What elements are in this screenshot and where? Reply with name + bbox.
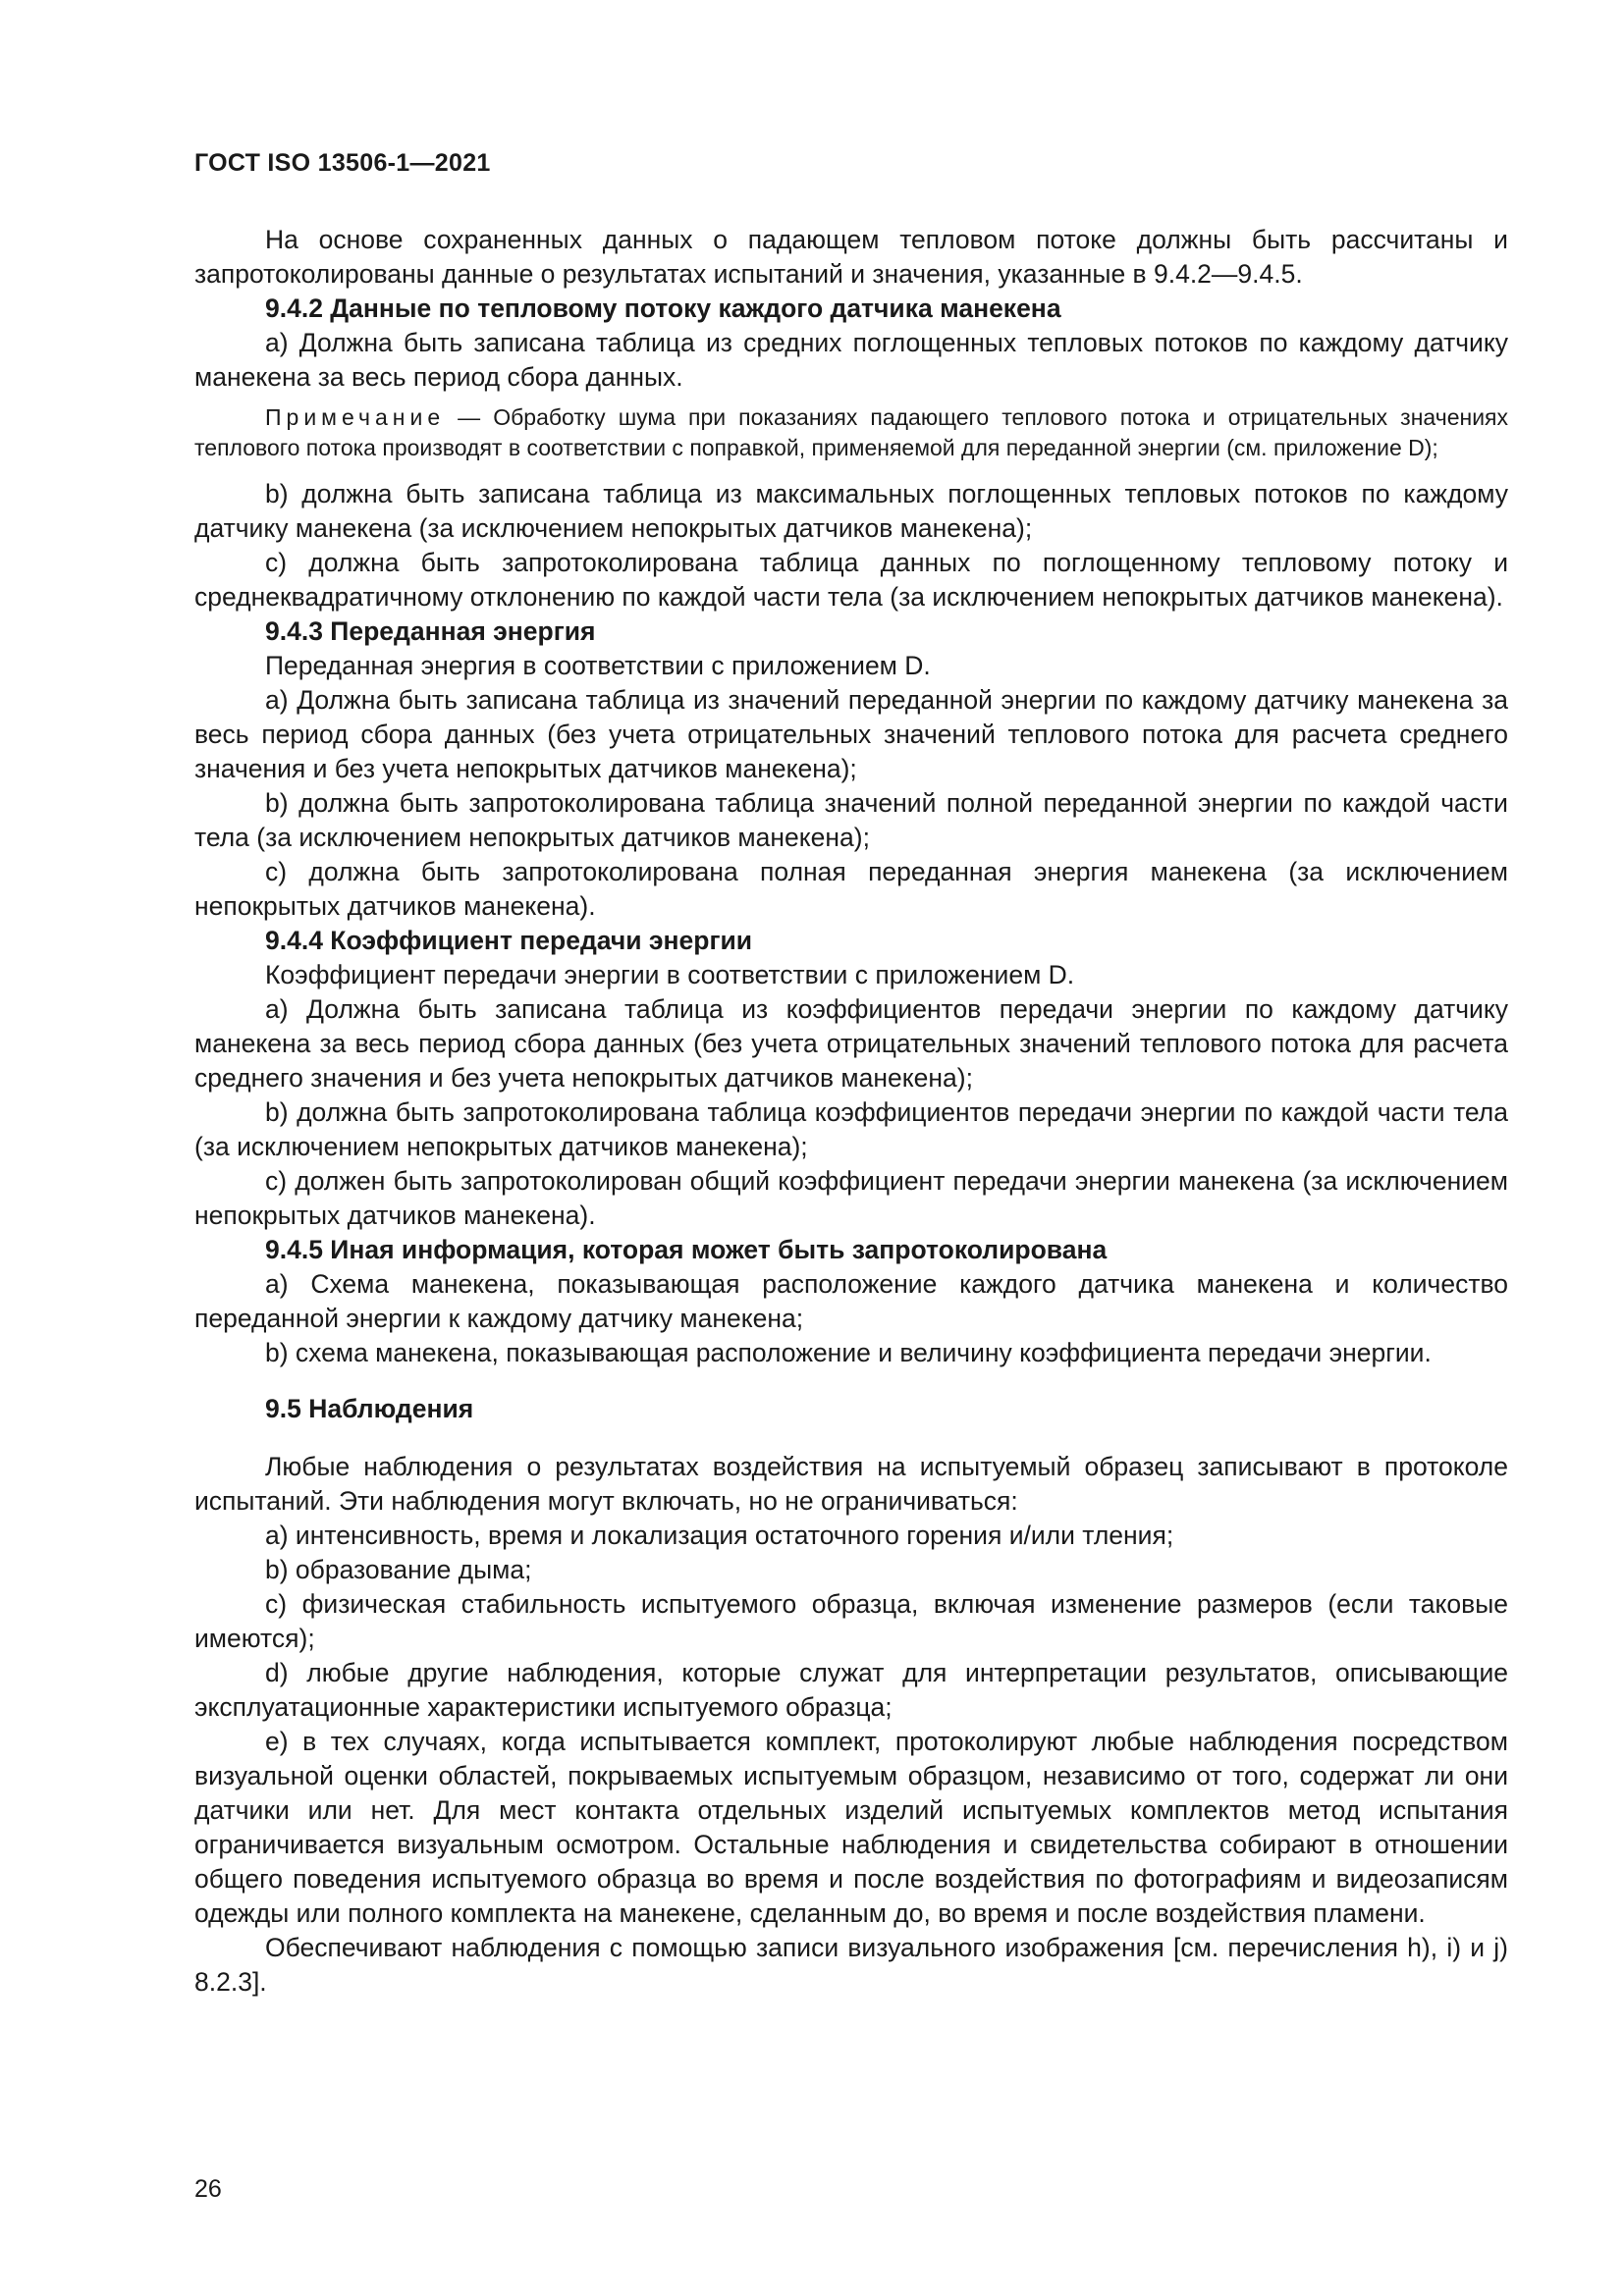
item-9-4-3-a: a) Должна быть записана таблица из значений переданной энергии по каждому датчику манекена за весь период сбора данных (без учета отрицательных значений теплового потока для расчета среднего значения и без учета непокрытых датчиков манекена); — [194, 685, 1508, 783]
item-9-4-5-a: a) Схема манекена, показывающая расположение каждого датчика манекена и количество переданной энергии к каждому датчику манекена; — [194, 1269, 1508, 1333]
item-9-5-e: e) в тех случаях, когда испытывается комплект, протоколируют любые наблюдения посредством визуальной оценки областей, покрываемых испытуемым образцом, независимо от того, содержат ли они датчики или нет. Для мест контакта отдельных изделий испытуемых комплектов метод испытания ограничивается визуальным осмотром. Остальные наблюдения и свидетельства собирают в отношении общего поведения испытуемого образца во время и после воздействия по фотографиям и видеозаписям одежды или полного комплекта на манекене, сделанным до, во время и после воздействия пламени. — [194, 1727, 1508, 1928]
paragraph-9-4-4-intro: Коэффициент передачи энергии в соответствии с приложением D. — [265, 960, 1075, 989]
item-9-4-2-c: c) должна быть запротоколирована таблица данных по поглощенному тепловому потоку и среднеквадратичному отклонению по каждой части тела (за исключением непокрытых датчиков манекена). — [194, 548, 1508, 612]
item-9-4-2-a: a) Должна быть записана таблица из средних поглощенных тепловых потоков по каждому датчику манекена за весь период сбора данных. — [194, 328, 1508, 392]
item-9-5-b: b) образование дыма; — [265, 1555, 532, 1584]
item-9-4-4-a: a) Должна быть записана таблица из коэффициентов передачи энергии по каждому датчику манекена за весь период сбора данных (без учета отрицательных значений теплового потока для расчета среднего значения и без учета непокрытых датчиков манекена); — [194, 994, 1508, 1093]
item-9-4-3-c: c) должна быть запротоколирована полная переданная энергия манекена (за исключением непокрытых датчиков манекена). — [194, 857, 1508, 921]
paragraph-9-5-final: Обеспечивают наблюдения с помощью записи визуального изображения [см. перечисления h), i) и j) 8.2.3]. — [194, 1933, 1508, 1997]
note — [194, 402, 1508, 463]
note-text: — Обработку шума при показаниях падающего теплового потока и отрицательных значениях теплового потока производят в соответствии с поправкой, применяемой для переданной энергии (см. приложение D); — [194, 404, 1508, 460]
item-9-5-d: d) любые другие наблюдения, которые служат для интерпретации результатов, описывающие эксплуатационные характеристики испытуемого образца; — [194, 1658, 1508, 1722]
note-label: Примечание — [265, 404, 446, 430]
item-9-4-4-b: b) должна быть запротоколирована таблица коэффициентов передачи энергии по каждой части тела (за исключением непокрытых датчиков манекена); — [194, 1097, 1508, 1161]
heading-9-4-5: 9.4.5 Иная информация, которая может быть запротоколирована — [265, 1235, 1108, 1264]
document-header: ГОСТ ISO 13506-1—2021 — [194, 149, 491, 177]
item-9-4-2-b: b) должна быть записана таблица из максимальных поглощенных тепловых потоков по каждому датчику манекена (за исключением непокрытых датчиков манекена); — [194, 479, 1508, 543]
item-9-5-a: a) интенсивность, время и локализация остаточного горения и/или тления; — [265, 1521, 1174, 1550]
paragraph-intro: На основе сохраненных данных о падающем тепловом потоке должны быть рассчитаны и запротоколированы данные о результатах испытаний и значения, указанные в 9.4.2—9.4.5. — [194, 225, 1508, 289]
item-9-5-c: c) физическая стабильность испытуемого образца, включая изменение размеров (если таковые имеются); — [194, 1589, 1508, 1653]
heading-9-4-4: 9.4.4 Коэффициент передачи энергии — [265, 926, 753, 955]
document-body — [194, 223, 1508, 2000]
heading-9-4-3: 9.4.3 Переданная энергия — [265, 616, 596, 646]
paragraph-9-5-intro: Любые наблюдения о результатах воздействия на испытуемый образец записывают в протоколе испытаний. Эти наблюдения могут включать, но не ограничиваться: — [194, 1452, 1508, 1516]
item-9-4-4-c: c) должен быть запротоколирован общий коэффициент передачи энергии манекена (за исключением непокрытых датчиков манекена). — [194, 1166, 1508, 1230]
item-9-4-5-b: b) схема манекена, показывающая расположение и величину коэффициента передачи энергии. — [265, 1338, 1432, 1367]
heading-9-4-2: 9.4.2 Данные по тепловому потоку каждого датчика манекена — [265, 294, 1061, 323]
item-9-4-3-b: b) должна быть запротоколирована таблица значений полной переданной энергии по каждой части тела (за исключением непокрытых датчиков манекена); — [194, 788, 1508, 852]
page-number: 26 — [194, 2175, 222, 2203]
heading-9-5: 9.5 Наблюдения — [265, 1394, 474, 1423]
paragraph-9-4-3-intro: Переданная энергия в соответствии с приложением D. — [265, 651, 931, 680]
